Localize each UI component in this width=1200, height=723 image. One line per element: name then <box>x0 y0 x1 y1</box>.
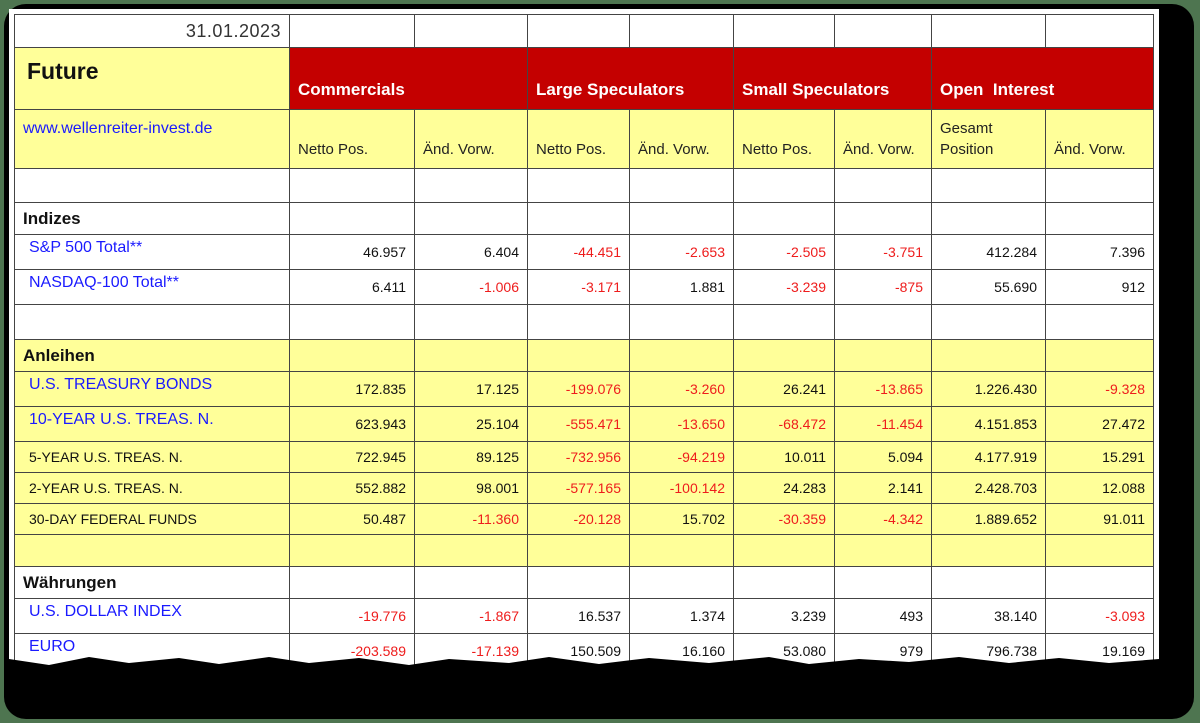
subheader: Änd. Vorw. <box>415 110 528 169</box>
instrument-link[interactable]: EURO <box>15 634 290 669</box>
value-cell: -100.142 <box>630 473 734 504</box>
value-cell: 3.239 <box>734 599 835 634</box>
value-cell: 552.882 <box>290 473 415 504</box>
table-row <box>15 504 1154 535</box>
value-cell: 722.945 <box>290 442 415 473</box>
subheader: Gesamt Position <box>932 110 1046 169</box>
value-cell: -555.471 <box>528 407 630 442</box>
cot-report-sheet <box>9 9 1159 669</box>
cot-table <box>14 14 1154 669</box>
subheader: Netto Pos. <box>528 110 630 169</box>
value-cell: 2.428.703 <box>932 473 1046 504</box>
value-cell: -3.239 <box>734 270 835 305</box>
subheader: Netto Pos. <box>290 110 415 169</box>
value-cell: -3.751 <box>835 235 932 270</box>
table-row <box>15 442 1154 473</box>
group-small-speculators: Small Speculators <box>734 48 932 110</box>
value-cell: 7.396 <box>1046 235 1154 270</box>
value-cell: -11.454 <box>835 407 932 442</box>
group-large-speculators: Large Speculators <box>528 48 734 110</box>
website-link[interactable]: www.wellenreiter-invest.de <box>15 110 290 169</box>
value-cell: -13.650 <box>630 407 734 442</box>
value-cell: 55.690 <box>932 270 1046 305</box>
value-cell: 979 <box>835 634 932 669</box>
torn-edge <box>9 655 1159 685</box>
value-cell: 16.160 <box>630 634 734 669</box>
value-cell: 6.411 <box>290 270 415 305</box>
group-open-interest: Open Interest <box>932 48 1154 110</box>
value-cell: -3.260 <box>630 372 734 407</box>
value-cell: 15.702 <box>630 504 734 535</box>
value-cell: -4.342 <box>835 504 932 535</box>
value-cell: -30.359 <box>734 504 835 535</box>
table-row <box>15 372 1154 407</box>
instrument-link[interactable]: NASDAQ-100 Total** <box>15 270 290 305</box>
value-cell: -2.653 <box>630 235 734 270</box>
value-cell: -44.451 <box>528 235 630 270</box>
value-cell: -2.505 <box>734 235 835 270</box>
value-cell: 10.011 <box>734 442 835 473</box>
value-cell: 15.291 <box>1046 442 1154 473</box>
instrument-name: 30-DAY FEDERAL FUNDS <box>15 504 290 535</box>
value-cell: -3.171 <box>528 270 630 305</box>
value-cell: 5.094 <box>835 442 932 473</box>
subheader: Änd. Vorw. <box>630 110 734 169</box>
value-cell: -577.165 <box>528 473 630 504</box>
value-cell: 98.001 <box>415 473 528 504</box>
value-cell: 89.125 <box>415 442 528 473</box>
section-title-anleihen: Anleihen <box>15 340 290 372</box>
table-row <box>15 407 1154 442</box>
value-cell: -875 <box>835 270 932 305</box>
table-title: Future <box>15 48 290 110</box>
value-cell: -1.006 <box>415 270 528 305</box>
value-cell: 19.169 <box>1046 634 1154 669</box>
value-cell: -11.360 <box>415 504 528 535</box>
subheader: Änd. Vorw. <box>835 110 932 169</box>
section-indizes <box>15 235 1154 305</box>
value-cell: 6.404 <box>415 235 528 270</box>
value-cell: 24.283 <box>734 473 835 504</box>
value-cell: 27.472 <box>1046 407 1154 442</box>
instrument-name: 2-YEAR U.S. TREAS. N. <box>15 473 290 504</box>
section-anleihen <box>15 372 1154 535</box>
value-cell: -17.139 <box>415 634 528 669</box>
value-cell: 16.537 <box>528 599 630 634</box>
value-cell: 150.509 <box>528 634 630 669</box>
value-cell: -199.076 <box>528 372 630 407</box>
value-cell: 17.125 <box>415 372 528 407</box>
value-cell: 1.881 <box>630 270 734 305</box>
table-row <box>15 235 1154 270</box>
value-cell: -3.093 <box>1046 599 1154 634</box>
value-cell: -1.867 <box>415 599 528 634</box>
section-title-waehrungen: Währungen <box>15 567 290 599</box>
value-cell: 172.835 <box>290 372 415 407</box>
value-cell: -19.776 <box>290 599 415 634</box>
value-cell: 53.080 <box>734 634 835 669</box>
value-cell: 4.177.919 <box>932 442 1046 473</box>
value-cell: 796.738 <box>932 634 1046 669</box>
table-row <box>15 599 1154 634</box>
value-cell: -94.219 <box>630 442 734 473</box>
value-cell: -732.956 <box>528 442 630 473</box>
value-cell: 1.374 <box>630 599 734 634</box>
value-cell: 2.141 <box>835 473 932 504</box>
value-cell: 1.889.652 <box>932 504 1046 535</box>
instrument-link[interactable]: S&P 500 Total** <box>15 235 290 270</box>
section-title-indizes: Indizes <box>15 203 290 235</box>
value-cell: 4.151.853 <box>932 407 1046 442</box>
instrument-link[interactable]: U.S. TREASURY BONDS <box>15 372 290 407</box>
instrument-name: 5-YEAR U.S. TREAS. N. <box>15 442 290 473</box>
value-cell: 91.011 <box>1046 504 1154 535</box>
value-cell: 1.226.430 <box>932 372 1046 407</box>
value-cell: -203.589 <box>290 634 415 669</box>
instrument-link[interactable]: 10-YEAR U.S. TREAS. N. <box>15 407 290 442</box>
value-cell: -20.128 <box>528 504 630 535</box>
group-commercials: Commercials <box>290 48 528 110</box>
value-cell: -13.865 <box>835 372 932 407</box>
value-cell: 38.140 <box>932 599 1046 634</box>
value-cell: 26.241 <box>734 372 835 407</box>
value-cell: -68.472 <box>734 407 835 442</box>
table-row <box>15 473 1154 504</box>
subheader: Netto Pos. <box>734 110 835 169</box>
value-cell: 46.957 <box>290 235 415 270</box>
value-cell: 912 <box>1046 270 1154 305</box>
subheader: Änd. Vorw. <box>1046 110 1154 169</box>
value-cell: 412.284 <box>932 235 1046 270</box>
value-cell: 493 <box>835 599 932 634</box>
value-cell: 623.943 <box>290 407 415 442</box>
value-cell: 12.088 <box>1046 473 1154 504</box>
value-cell: 25.104 <box>415 407 528 442</box>
instrument-link[interactable]: U.S. DOLLAR INDEX <box>15 599 290 634</box>
report-date: 31.01.2023 <box>15 15 290 48</box>
value-cell: -9.328 <box>1046 372 1154 407</box>
table-row <box>15 270 1154 305</box>
value-cell: 50.487 <box>290 504 415 535</box>
